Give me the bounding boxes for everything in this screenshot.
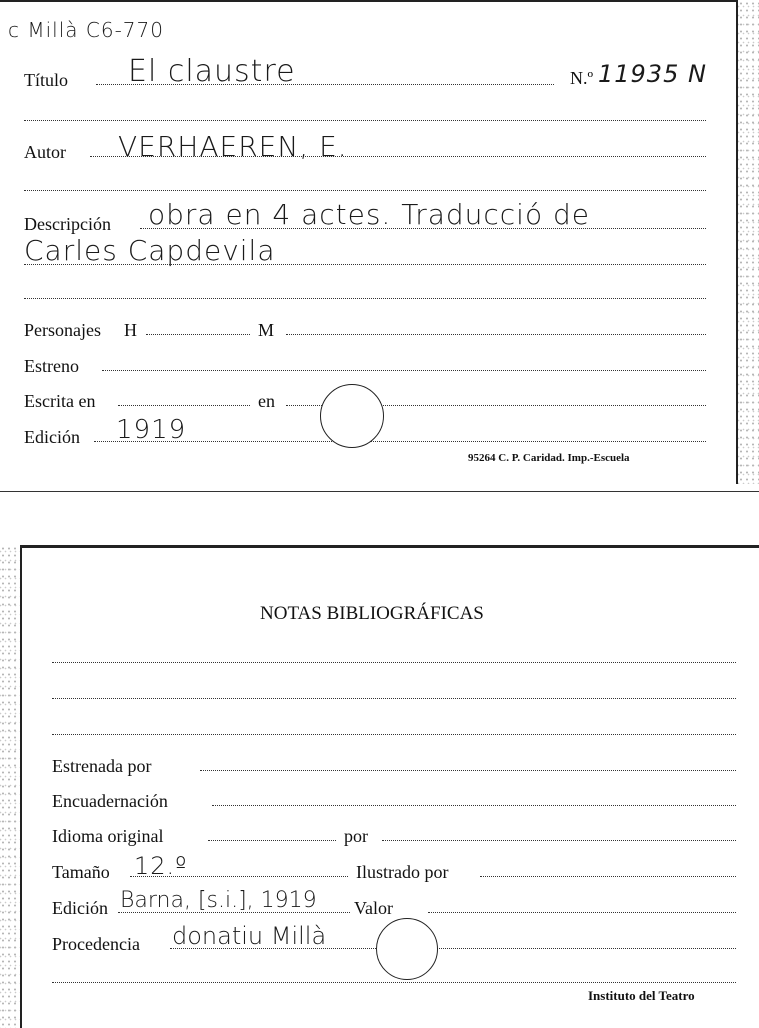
encuadernacion-line — [212, 805, 736, 806]
valor-label: Valor — [354, 898, 393, 918]
notas-line-2 — [52, 698, 736, 699]
personajes-h-line — [146, 334, 250, 335]
idioma-por-line — [382, 840, 736, 841]
edicion-back-label: Edición — [52, 898, 108, 918]
tamano-value: 12.º — [134, 852, 188, 880]
catalog-note: c Millà C6-770 — [8, 18, 164, 42]
scan-noise-left — [0, 545, 20, 1028]
autor-label: Autor — [24, 142, 66, 162]
edicion-back-value: Barna, [s.i.], 1919 — [120, 888, 317, 913]
notas-line-1 — [52, 662, 736, 663]
scan-noise-right — [738, 0, 759, 484]
printer-imprint: 95264 C. P. Caridad. Imp.-Escuela — [468, 452, 630, 464]
personajes-m-line — [286, 334, 706, 335]
escrita-line — [118, 405, 250, 406]
descripcion-value-1: obra en 4 actes. Traducció de — [148, 198, 590, 231]
descripcion-label: Descripción — [24, 214, 111, 234]
titulo-label: Título — [24, 70, 68, 90]
catalog-card-front — [0, 0, 738, 484]
edicion-label: Edición — [24, 427, 80, 447]
titulo-extra-line — [24, 120, 706, 121]
idioma-line — [208, 840, 336, 841]
escrita-label: Escrita en — [24, 391, 96, 411]
numero-value: 11935 N — [598, 60, 707, 88]
ilustrado-line — [480, 876, 736, 877]
notas-heading: NOTAS BIBLIOGRÁFICAS — [260, 603, 484, 624]
ilustrado-label: Ilustrado por — [356, 862, 449, 882]
notas-bottom-line — [52, 982, 736, 983]
catalog-card-back — [20, 545, 759, 1028]
punch-hole-back — [376, 918, 438, 980]
escrita-en-label: en — [258, 391, 275, 411]
estrenada-label: Estrenada por — [52, 756, 152, 776]
personajes-label: Personajes — [24, 320, 101, 340]
procedencia-label: Procedencia — [52, 934, 140, 954]
numero-label: N.º — [570, 68, 594, 88]
autor-value: VERHAEREN, E. — [118, 130, 348, 163]
edicion-value: 1919 — [116, 415, 187, 445]
estreno-line — [102, 370, 706, 371]
notas-line-3 — [52, 734, 736, 735]
procedencia-value: donatiu Millà — [172, 922, 327, 950]
tamano-label: Tamaño — [52, 862, 110, 882]
autor-extra-line — [24, 190, 706, 191]
institution-name: Instituto del Teatro — [588, 988, 695, 1003]
encuadernacion-label: Encuadernación — [52, 791, 168, 811]
idioma-label: Idioma original — [52, 826, 164, 846]
descripcion-value-2: Carles Capdevila — [24, 234, 276, 267]
card-separator — [0, 491, 759, 492]
titulo-value: El claustre — [128, 54, 296, 89]
valor-line — [428, 912, 736, 913]
personajes-h-label: H — [124, 320, 137, 340]
estreno-label: Estreno — [24, 356, 79, 376]
estrenada-line — [200, 770, 736, 771]
idioma-por-label: por — [344, 826, 368, 846]
descripcion-line-3 — [24, 298, 706, 299]
personajes-m-label: M — [258, 320, 275, 340]
punch-hole — [320, 384, 384, 448]
